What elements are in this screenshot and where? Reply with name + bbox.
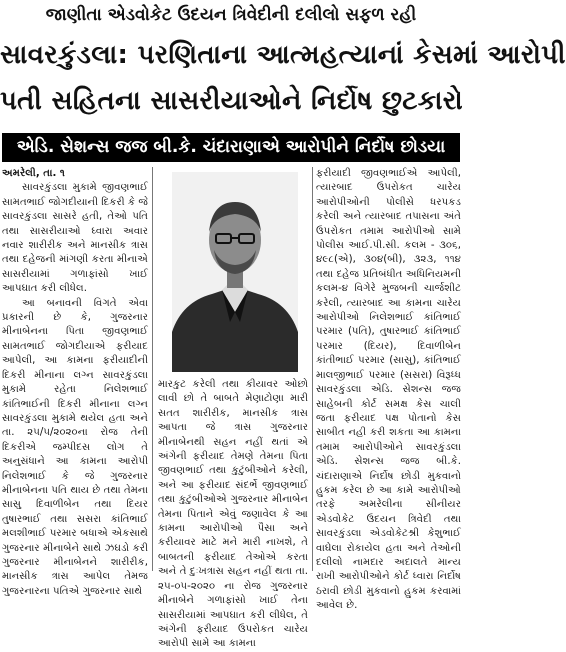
article-column-1 [2, 167, 148, 597]
paragraph: ફરીયાદી જીવણભાઈએ આપેલી, ત્યારબાદ ઉપરોકત ચારેય આરોપીઓની પોલીસે ધરપકડ કરેલી અને ત્યારબાદ તપાસના અંતે ઉપરોકત તમામ આરોપીઓ સામે પોલીસ આઈ.પી.સી. કલમ - ૩૦૬, ૪૯૮(એ), ૩૦૪(બી), ૩૨૩, ૧૧૪ તથા દહેજ પ્રતિબંધીત અધિનિયમની કલમ-૪ વિગેરે મુજબની ચાર્જશીટ કરેલી, ત્યારબાદ આ કામના ચારેય આરોપીઓ નિલેશભાઈ કાંતિભાઈ પરમાર (પતિ), તુષારભાઈ કાંતિભાઈ પરમાર (દિયર), દિવાળીબેન કાંતીભાઈ પરમાર (સાસુ), કાંતિભાઈ માલજીભાઈ પરમાર (સસરા) વિરૂધ્ધ સાવરકુંડલા એડિ. સેશન્સ જજ સાહેબની કોર્ટ સમક્ષ કેસ ચાલી જતા ફરીયાદ પક્ષ પોતાનો કેસ સાબીત નહી કરી શકતા આ કામના તમામ આરોપીઓને સાવરકુંડલા એડિ. સેશન્સ જજ બી.કે. ચંદારાણાએ નિર્દોષ છોડી મુકવાનો હુકમ કરેલ છે આ કામે આરોપીઓ તરફે અમરેલીના સીનીયર એડવોકેટ ઉદયન ત્રિવેદી તથા સાવરકુંડલા એડવોકેટશ્રી કેશુભાઈ વાઘેલા રોકાયેલ હતા અને તેઓની દલીલો નામદાર અદાલતે માન્ય રાખી આરોપીઓને કોર્ટ ધ્વારા નિર્દોષ ઠરાવી છોડી મુકવાનો હુકમ કરવામાં આવેલ છે. [316, 168, 461, 612]
paragraph: સાવરકુંડલા મુકામે જીવણભાઈ સામતભાઈ જોગદીયાની દિકરી કે જે સાવરકુંડલા સાસરે હતી, તેઓ પતિ તથા સાસરીયાઓ ઘ્વારા અવાર નવાર શારીરીક અને માનસીક ત્રાસ તથા દહેજની માંગણી કરતા મીનાએ સાસરીયામાં ગળાફાંસો ખાઈ આપઘાત કરી લીધેલ. [2, 182, 148, 295]
article-column-2 [158, 378, 308, 650]
column-divider [312, 167, 313, 571]
headline [0, 32, 566, 124]
column-divider [152, 167, 153, 571]
kicker-line: જાણીતા એડવોકેટ ઉદયન ત્રિવેદીની દલીલો સફળ રહી [45, 5, 417, 25]
subheadline-bar: એડિ. સેશન્સ જજ બી.કે. ચંદારાણાએ આરોપીને નિર્દોષ છોડયા [2, 133, 460, 162]
dateline: અમરેલી, તા. ૧ [2, 168, 65, 179]
headline-line-2: પતી સહિતના સાસરીયાઓને નિર્દોષ છુટકારો [0, 86, 463, 116]
advocate-photo [172, 172, 298, 372]
headline-line-1: સાવરકુંડલા: પરણિતાના આત્મહત્યાનાં કેસમાં આરોપી [0, 40, 566, 70]
portrait-image [172, 172, 298, 372]
article-column-3 [316, 167, 461, 612]
paragraph: મારકુટ કરેલી તથા કીયાવર ઓછો લાવી છો તે બાબતે મેણાટોણા મારી સતત શારીરીક, માનસીક ત્રાસ આપતા જે ત્રાસ ગુજરનાર મીનાબેનથી સહન નહીં થતાં એ અંગેની ફરીયાદ તેમણે તેમના પિતા જીવણભાઈ તથા કુટુંબીઓને કરેલી, અને આ ફરીયાદ સંદર્ભે જીવણભાઈ તથા કુટુંબીઓએ ગુજરનાર મીનાબેન તેમના પિતાને એવું જણાવેલ કે આ કામના આરોપીઓ પૈસા અને કરીયાવર માટે મને મારી નાખશે, તે બાબતની ફરીયાદ તેઓએ કરતા અને તે દુઃખત્રાસ સહન નહીં થતા તા. ૨૫-૦૫-૨૦૨૦ ના રોજ ગુજરનાર મીનાબેને ગળાફાંસો ખાઈ તેના સાસરીયામાં આપઘાત કરી લીધેલ, તે અંગેની ફરીયાદ ઉપરોકત ચારેય આરોપી સામે આ કામના [158, 379, 308, 650]
paragraph: આ બનાવની વિગતે એવા પ્રકારની છે કે, ગુજરનાર મીનાબેનના પિતા જીવણભાઈ સામતભાઈ જોગદીયાએ ફરીયાદ આપેલી, આ કામના ફરીયાદીની દિકરી મીનાના લગ્ન સાવરકુંડલા મુકામે રહેતા નિલેશભાઈ કાંતિભાઈની દિકરી મીનાના લગ્ન સાવરકુંડલા મુકામે થયેલ હતા અને તા. ૨૫/૫/૨૦૨૦ના રોજ તેની દિકરીએ જમ્પીદસ લોગ તે અનુસંધાને આ કામના આરોપી નિલેશભાઈ કે જે ગુજરનાર મીનાબેનના પતિ થાય છે તથા તેમના સાસુ દિવાળીબેન તથા દિયર તુષારભાઈ તથા સસરા કાંતિભાઈ મલશીભાઈ પરમાર બધાએ એકસાથે ગુજરનાર મીનાબેને સાથે ઝઘડો કરી ગુજરનાર મીનાબેનને શારીરીક, માનસીક ત્રાસ આપેલ તેમજ ગુજરનારના પતિએ ગુજરનાર સાથે [2, 297, 148, 597]
